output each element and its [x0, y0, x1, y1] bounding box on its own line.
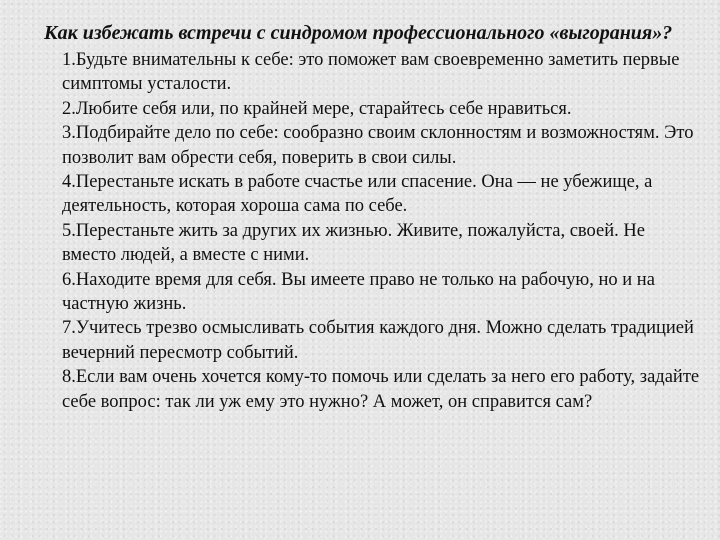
tip-item-1: 1.Будьте внимательны к себе: это поможет вам своевременно заметить первые симптомы усталости.	[62, 50, 680, 95]
slide-title: Как избежать встречи с синдромом профессионального «выгорания»?	[44, 22, 673, 44]
tip-item-5: 5.Перестаньте жить за других их жизнью. Живите, пожалуйста, своей. Не вместо людей, а вместе с ними.	[62, 220, 645, 266]
tip-item-6: 6.Находите время для себя. Вы имеете право не только на рабочую, но и на частную жизнь.	[62, 269, 655, 315]
tip-item-8: 8.Если вам очень хочется кому-то помочь или сделать за него его работу, задайте себе вопрос: так ли уж ему это нужно? А может, он справится сам?	[62, 367, 700, 412]
tip-item-3: 3.Подбирайте дело по себе: сообразно своим склонностям и возможностям. Это позволит вам обрести себя, поверить в свои силы.	[62, 123, 694, 168]
tips-list	[62, 48, 702, 414]
tip-item-2: 2.Любите себя или, по крайней мере, старайтесь себе нравиться.	[62, 98, 572, 119]
tip-item-7: 7.Учитесь трезво осмысливать события каждого дня. Можно сделать традицией вечерний пересмотр событий.	[62, 318, 694, 363]
tip-item-4: 4.Перестаньте искать в работе счастье или спасение. Она — не убежище, а деятельность, которая хороша сама по себе.	[62, 172, 653, 217]
